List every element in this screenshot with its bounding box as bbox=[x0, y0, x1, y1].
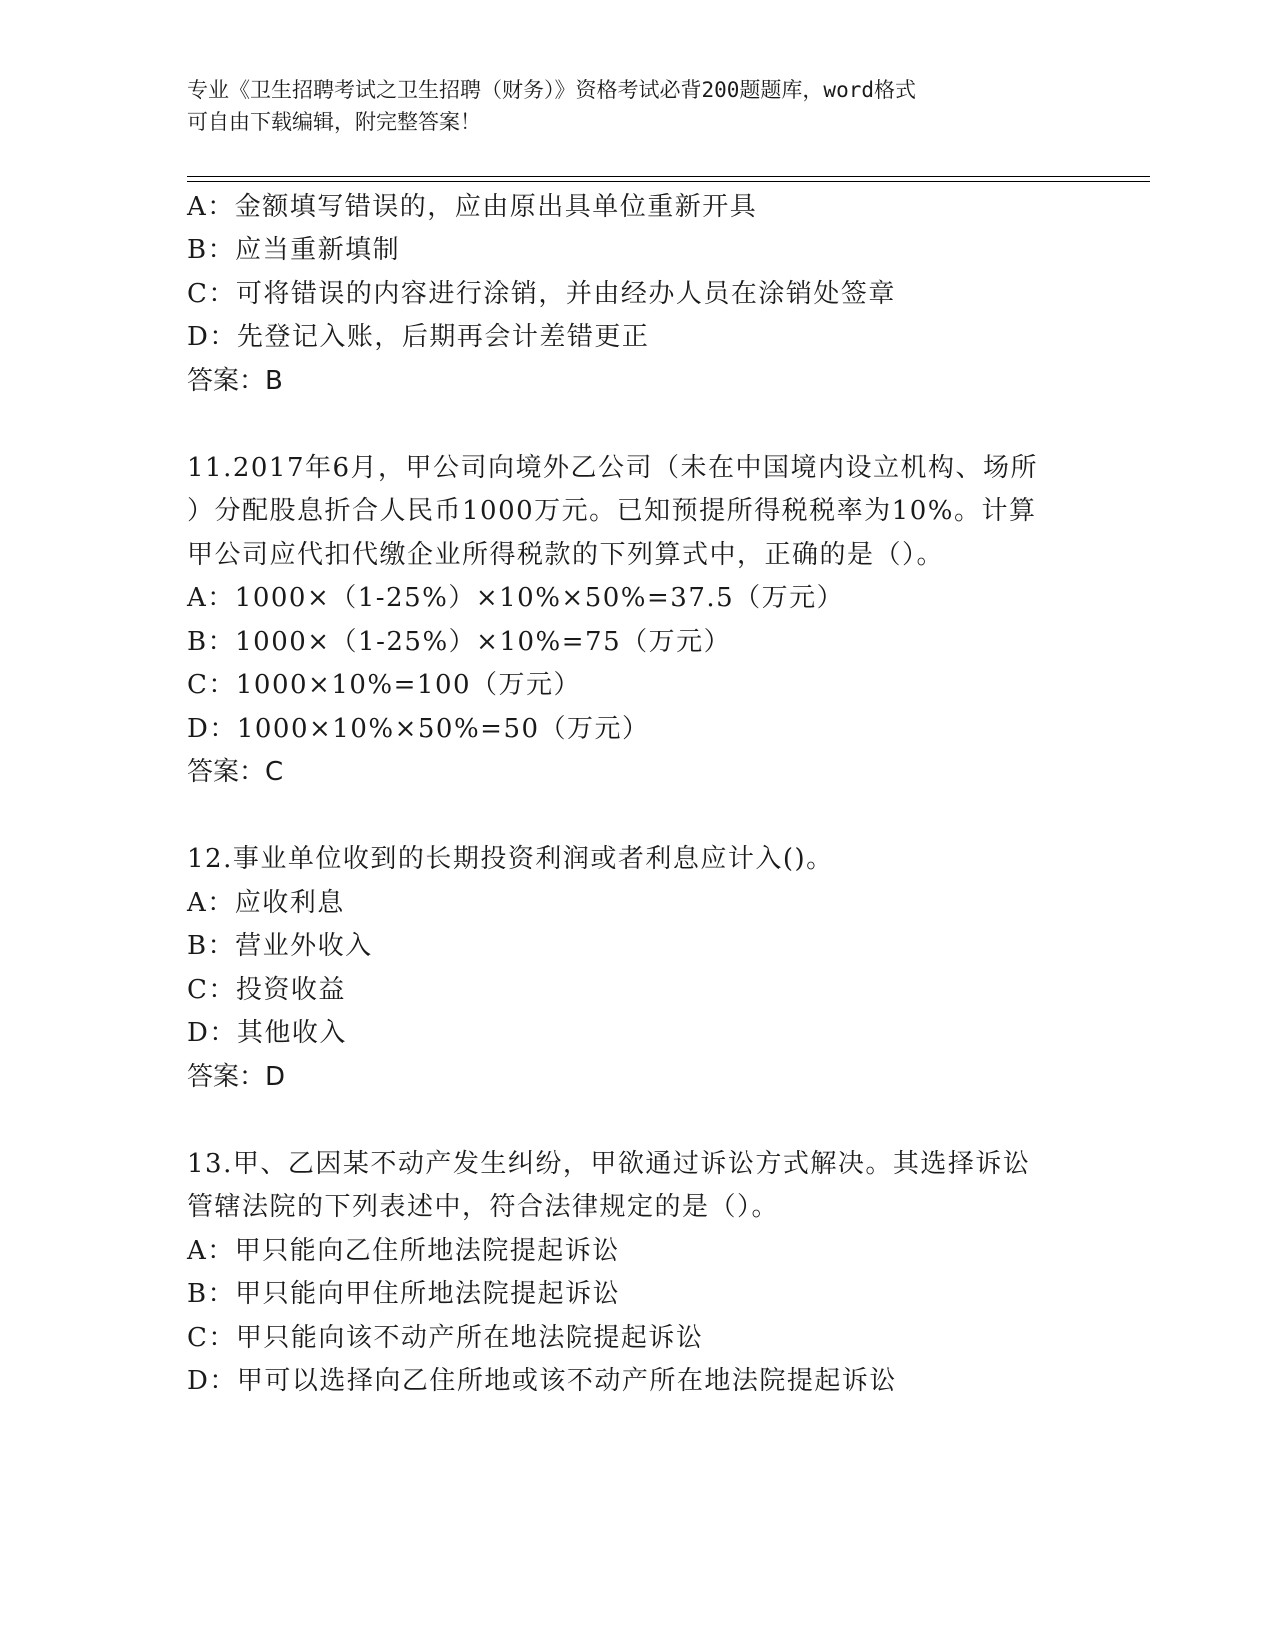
q13-stem-line-1: 13.甲、乙因某不动产发生纠纷，甲欲通过诉讼方式解决。其选择诉讼 bbox=[187, 1149, 1031, 1179]
q12-answer: 答案：D bbox=[187, 1062, 286, 1092]
q11-stem-line-2: ）分配股息折合人民币1000万元。已知预提所得税税率为10%。计算 bbox=[187, 496, 1037, 526]
header-title-line-1: 专业《卫生招聘考试之卫生招聘（财务）》资格考试必背200题题库，word格式 bbox=[187, 78, 916, 102]
q12-option-a: A：应收利息 bbox=[187, 888, 345, 918]
q10-option-c: C：可将错误的内容进行涂销，并由经办人员在涂销处签章 bbox=[187, 279, 896, 309]
q13-stem-line-2: 管辖法院的下列表述中，符合法律规定的是（）。 bbox=[187, 1192, 780, 1222]
q13-option-d: D：甲可以选择向乙住所地或该不动产所在地法院提起诉讼 bbox=[187, 1366, 897, 1396]
q11-option-c: C：1000×10%=100（万元） bbox=[187, 670, 582, 700]
q12-option-d: D：其他收入 bbox=[187, 1018, 347, 1048]
q10-answer: 答案：B bbox=[187, 366, 283, 396]
q11-option-d: D：1000×10%×50%=50（万元） bbox=[187, 714, 650, 744]
q13-option-a: A：甲只能向乙住所地法院提起诉讼 bbox=[187, 1236, 620, 1266]
q13-option-b: B：甲只能向甲住所地法院提起诉讼 bbox=[187, 1279, 621, 1309]
q11-stem-line-3: 甲公司应代扣代缴企业所得税款的下列算式中，正确的是（）。 bbox=[187, 540, 945, 570]
q13-option-c: C：甲只能向该不动产所在地法院提起诉讼 bbox=[187, 1323, 704, 1353]
header-title-line-2: 可自由下载编辑，附完整答案！ bbox=[187, 110, 481, 134]
q10-option-b: B：应当重新填制 bbox=[187, 235, 401, 265]
q11-stem-line-1: 11.2017年6月，甲公司向境外乙公司（未在中国境内设立机构、场所 bbox=[187, 453, 1039, 483]
header-rule-bottom bbox=[187, 181, 1150, 182]
document-header bbox=[187, 74, 1087, 138]
q12-stem-line-1: 12.事业单位收到的长期投资利润或者利息应计入()。 bbox=[187, 844, 834, 874]
q12-option-b: B：营业外收入 bbox=[187, 931, 373, 961]
q11-option-a: A：1000×（1-25%）×10%×50%=37.5（万元） bbox=[187, 583, 845, 613]
q12-option-c: C：投资收益 bbox=[187, 975, 346, 1005]
q11-answer: 答案：C bbox=[187, 757, 284, 787]
q11-option-b: B：1000×（1-25%）×10%=75（万元） bbox=[187, 627, 732, 657]
q10-option-a: A：金额填写错误的，应由原出具单位重新开具 bbox=[187, 192, 758, 222]
q10-option-d: D：先登记入账，后期再会计差错更正 bbox=[187, 322, 650, 352]
header-rule-top bbox=[187, 176, 1150, 177]
